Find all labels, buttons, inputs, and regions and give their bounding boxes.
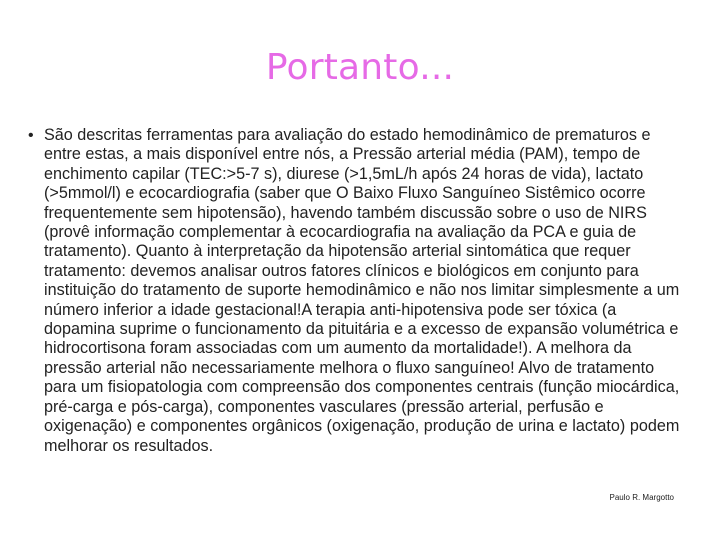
author-credit: Paulo R. Margotto xyxy=(609,493,674,502)
bullet-item xyxy=(28,126,688,456)
bullet-marker: • xyxy=(28,127,34,144)
bullet-text: São descritas ferramentas para avaliação do estado hemodinâmico de prematuros e entre estas, a mais disponível entre nós, a Pressão arterial média (PAM), tempo de enchimento capilar (TEC:>5-7 s), diurese (>1,5mL/h após 24 horas de vida), lactato (>5mmol/l) e ecocardiografia (saber que O Baixo Fluxo Sanguíneo Sistêmico ocorre frequentemente sem hipotensão), havendo também discussão sobre o uso de NIRS (provê informação complementar à ecocardiografia na avaliação da PCA e guia de tratamento). Quanto à interpretação da hipotensão arterial sintomática que requer tratamento: devemos analisar outros fatores clínicos e biológicos em conjunto para instituição do tratamento de suporte hemodinâmico e não nos limitar simplesmente a um número inferior a idade gestacional!A terapia anti-hipotensiva pode ser tóxica (a dopamina suprime o funcionamento da pituitária e a excesso de expansão volumétrica e hidrocortisona foram associadas com um aumento da mortalidade!). A melhora da pressão arterial não necessariamente melhora o fluxo sanguíneo! Alvo de tratamento para um fisiopatologia com compreensão dos componentes centrais (função miocárdica, pré-carga e pós-carga), componentes vasculares (pressão arterial, perfusão e oxigenação) e componentes orgânicos (oxigenação, produção de urina e lactato) podem melhorar os resultados. xyxy=(44,126,680,455)
slide-title: Portanto... xyxy=(265,47,455,88)
bullet-list xyxy=(28,126,688,456)
